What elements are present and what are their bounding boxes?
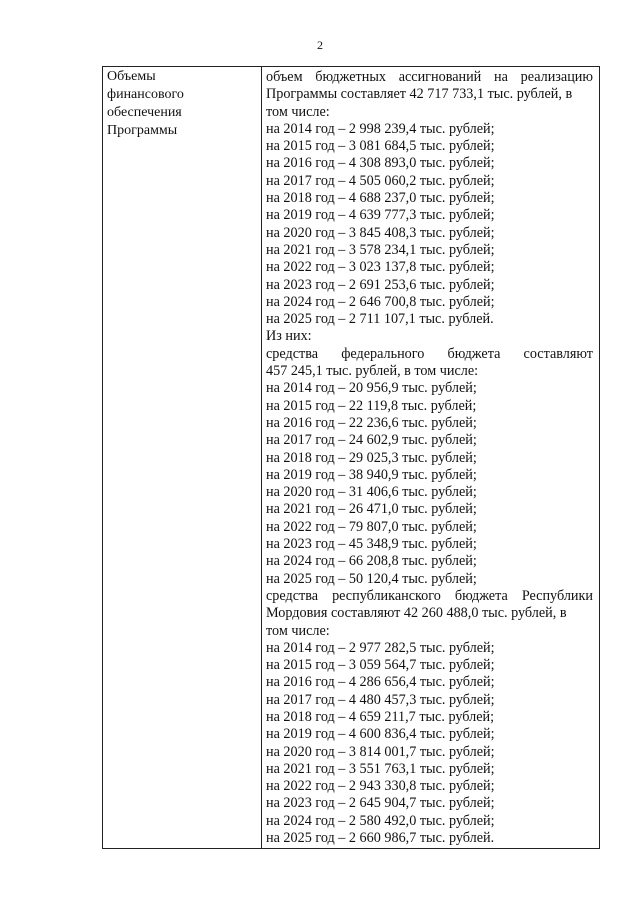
intro-line: Программы составляет 42 717 733,1 тыс. рублей, в	[266, 86, 573, 103]
republic-year-item: на 2014 год – 2 977 282,5 тыс. рублей;	[266, 639, 495, 656]
federal-year-item: на 2020 год – 31 406,6 тыс. рублей;	[266, 484, 477, 501]
republic-year-item: на 2024 год – 2 580 492,0 тыс. рублей;	[266, 812, 495, 829]
federal-year-item: на 2024 год – 66 208,8 тыс. рублей;	[266, 553, 477, 570]
federal-years-list	[266, 380, 593, 588]
federal-year-item: на 2016 год – 22 236,6 тыс. рублей;	[266, 414, 477, 431]
financing-row	[103, 67, 600, 849]
total-year-item: на 2023 год – 2 691 253,6 тыс. рублей;	[266, 276, 495, 293]
republic-year-item: на 2023 год – 2 645 904,7 тыс. рублей;	[266, 795, 495, 812]
total-year-item: на 2019 год – 4 639 777,3 тыс. рублей;	[266, 207, 495, 224]
federal-year-item: на 2014 год – 20 956,9 тыс. рублей;	[266, 380, 477, 397]
federal-year-item: на 2017 год – 24 602,9 тыс. рублей;	[266, 432, 477, 449]
page-number: 2	[317, 38, 323, 52]
federal-year-item: на 2015 год – 22 119,8 тыс. рублей;	[266, 397, 477, 414]
republic-year-item: на 2018 год – 4 659 211,7 тыс. рублей;	[266, 708, 495, 725]
republic-intro-line: средства республиканского бюджета Республики	[266, 587, 593, 604]
total-year-item: на 2014 год – 2 998 239,4 тыс. рублей;	[266, 120, 495, 137]
label-line: Объемы	[107, 69, 156, 84]
federal-year-item: на 2018 год – 29 025,3 тыс. рублей;	[266, 449, 477, 466]
total-year-item: на 2018 год – 4 688 237,0 тыс. рублей;	[266, 190, 495, 207]
republic-years-list	[266, 640, 593, 848]
republic-year-item: на 2020 год – 3 814 001,7 тыс. рублей;	[266, 743, 495, 760]
federal-year-item: на 2023 год – 45 348,9 тыс. рублей;	[266, 536, 477, 553]
republic-intro-line: Мордовия составляют 42 260 488,0 тыс. рублей, в	[266, 605, 567, 622]
federal-year-item: на 2021 год – 26 471,0 тыс. рублей;	[266, 501, 477, 518]
total-year-item: на 2021 год – 3 578 234,1 тыс. рублей;	[266, 241, 495, 258]
federal-intro-line: средства федерального бюджета составляют	[266, 345, 593, 362]
total-year-item: на 2015 год – 3 081 684,5 тыс. рублей;	[266, 138, 495, 155]
label-line: Программы	[107, 123, 178, 138]
total-year-item: на 2016 год – 4 308 893,0 тыс. рублей;	[266, 155, 495, 172]
row-content-cell	[262, 67, 600, 849]
row-label-cell	[103, 67, 262, 849]
republic-year-item: на 2019 год – 4 600 836,4 тыс. рублей;	[266, 726, 495, 743]
total-years-list	[266, 121, 593, 329]
total-year-item: на 2020 год – 3 845 408,3 тыс. рублей;	[266, 224, 495, 241]
federal-year-item: на 2022 год – 79 807,0 тыс. рублей;	[266, 518, 477, 535]
intro-line: объем бюджетных ассигнований на реализацию	[266, 69, 593, 85]
of-them-heading: Из них:	[266, 328, 312, 345]
republic-intro-line: том числе:	[266, 622, 330, 639]
republic-year-item: на 2025 год – 2 660 986,7 тыс. рублей.	[266, 830, 495, 847]
federal-year-item: на 2025 год – 50 120,4 тыс. рублей;	[266, 570, 477, 587]
total-year-item: на 2025 год – 2 711 107,1 тыс. рублей.	[266, 311, 494, 328]
republic-year-item: на 2021 год – 3 551 763,1 тыс. рублей;	[266, 760, 495, 777]
republic-year-item: на 2016 год – 4 286 656,4 тыс. рублей;	[266, 674, 495, 691]
federal-year-item: на 2019 год – 38 940,9 тыс. рублей;	[266, 466, 477, 483]
program-passport-table	[102, 66, 600, 849]
intro-line: том числе:	[266, 103, 330, 120]
label-line: финансового	[107, 87, 184, 102]
republic-year-item: на 2015 год – 3 059 564,7 тыс. рублей;	[266, 657, 495, 674]
republic-year-item: на 2022 год – 2 943 330,8 тыс. рублей;	[266, 778, 495, 795]
republic-year-item: на 2017 год – 4 480 457,3 тыс. рублей;	[266, 691, 495, 708]
total-year-item: на 2022 год – 3 023 137,8 тыс. рублей;	[266, 259, 495, 276]
total-year-item: на 2017 год – 4 505 060,2 тыс. рублей;	[266, 172, 495, 189]
label-line: обеспечения	[107, 105, 182, 120]
federal-intro-line: 457 245,1 тыс. рублей, в том числе:	[266, 363, 479, 380]
total-year-item: на 2024 год – 2 646 700,8 тыс. рублей;	[266, 293, 495, 310]
